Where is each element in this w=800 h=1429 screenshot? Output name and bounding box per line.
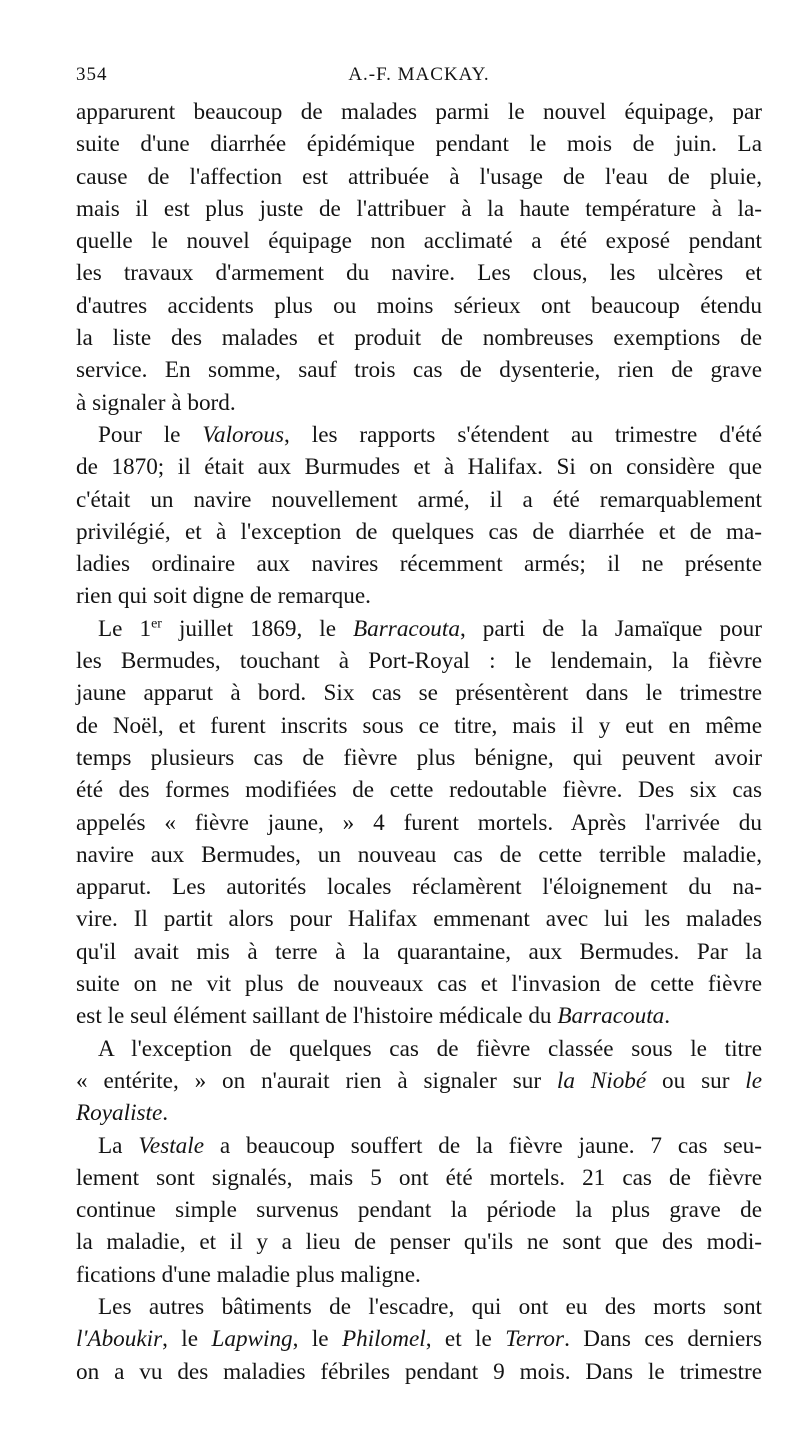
superscript: er	[151, 616, 162, 632]
text-line	[76, 1323, 762, 1355]
paragraph-5	[76, 1130, 762, 1291]
text-line: lement sont signalés, mais 5 ont été mortels. 21 cas de fièvre	[76, 1164, 762, 1191]
ship-name: Lapwing	[211, 1326, 293, 1353]
text-run: , le	[162, 1326, 212, 1353]
text-line: suite d'une diarrhée épidémique pendant le mois de juin. La	[76, 131, 762, 158]
paragraph-1	[76, 96, 762, 419]
ship-name: Royaliste	[76, 1100, 163, 1127]
page-number: 354	[76, 64, 108, 85]
text-line: mais il est plus juste de l'attribuer à la haute température à la-	[76, 195, 762, 222]
text-run: ou sur	[646, 1067, 746, 1094]
paragraph-2	[76, 419, 762, 613]
paragraph-3	[76, 613, 762, 1033]
text-line: navire aux Bermudes, un nouveau cas de cette terrible maladie,	[76, 841, 762, 868]
text-line	[76, 1130, 762, 1162]
text-line: temps plusieurs cas de fièvre plus bénigne, qui peuvent avoir	[76, 744, 762, 771]
text-line: c'était un navire nouvellement armé, il a été remarquablement	[76, 486, 762, 513]
text-line: appelés « fièvre jaune, » 4 furent mortels. Après l'arrivée du	[76, 809, 762, 836]
text-line	[76, 1000, 762, 1032]
running-title: A.-F. MACKAY.	[348, 64, 490, 85]
text-line: ladies ordinaire aux navires récemment armés; il ne présente	[76, 551, 762, 578]
text-line: fications d'une maladie plus maligne.	[76, 1261, 421, 1288]
text-line	[76, 1065, 762, 1097]
text-line: Les autres bâtiments de l'escadre, qui ont eu des morts sont	[98, 1293, 762, 1320]
paragraph-6	[76, 1291, 762, 1388]
text-line: apparut. Les autorités locales réclamèrent l'éloignement du na-	[76, 874, 762, 901]
text-line: apparurent beaucoup de malades parmi le nouvel équipage, par	[76, 99, 762, 125]
text-run: , le	[292, 1326, 342, 1353]
ship-name: Barracouta	[557, 1003, 665, 1030]
text-run: Le 1	[98, 615, 152, 642]
text-line: privilégié, et à l'exception de quelques cas de diarrhée et de ma-	[76, 518, 762, 545]
ship-name: Valorous	[202, 421, 285, 448]
text-line: on a vu des maladies fébriles pendant 9 mois. Dans le trimestre	[76, 1358, 762, 1385]
text-run: , les rapports s'étendent au trimestre d'été	[284, 421, 762, 448]
ship-name: l'Aboukir	[76, 1326, 163, 1353]
ship-name: Philomel	[341, 1326, 426, 1353]
text-line: continue simple survenus pendant la période la plus grave de	[76, 1197, 762, 1224]
text-line: jaune apparut à bord. Six cas se présentèrent dans le trimestre	[76, 680, 762, 707]
text-run: La	[98, 1132, 139, 1159]
text-line	[76, 1097, 762, 1129]
text-line: suite on ne vit plus de nouveaux cas et l'invasion de cette fièvre	[76, 971, 762, 998]
ship-name: Vestale	[138, 1132, 205, 1159]
text-line: à signaler à bord.	[76, 389, 236, 416]
text-line: A l'exception de quelques cas de fièvre classée sous le titre	[98, 1035, 762, 1062]
text-line: d'autres accidents plus ou moins sérieux ont beaucoup étendu	[76, 292, 762, 319]
text-run: « entérite, » on n'aurait rien à signaler sur	[76, 1067, 557, 1094]
text-line: rien qui soit digne de remarque.	[76, 583, 371, 610]
text-run: est le seul élément saillant de l'histoire médicale du	[76, 1003, 558, 1030]
text-line: vire. Il partit alors pour Halifax emmenant avec lui les malades	[76, 906, 762, 933]
text-run: . Dans ces derniers	[564, 1326, 763, 1353]
text-line: quelle le nouvel équipage non acclimaté a été exposé pendant	[76, 228, 762, 255]
text-line: les travaux d'armement du navire. Les clous, les ulcères et	[76, 260, 762, 287]
ship-name: la Niobé	[556, 1067, 647, 1094]
running-head	[76, 64, 762, 94]
body-text	[76, 96, 762, 1388]
ship-name: le	[745, 1067, 762, 1094]
paragraph-4	[76, 1033, 762, 1130]
text-run: a beaucoup souffert de la fièvre jaune. 7 cas seu-	[204, 1132, 762, 1159]
text-run: Pour le	[98, 421, 203, 448]
ship-name: Barracouta	[353, 615, 460, 642]
text-line: de 1870; il était aux Burmudes et à Halifax. Si on considère que	[76, 454, 762, 481]
text-line: été des formes modifiées de cette redoutable fièvre. Des six cas	[76, 777, 762, 804]
text-run: , et le	[425, 1326, 506, 1353]
text-line	[76, 419, 762, 451]
text-run: .	[162, 1100, 169, 1127]
text-run: , parti de la Jamaïque pour	[459, 615, 762, 642]
ship-name: Terror	[505, 1326, 565, 1353]
text-line: qu'il avait mis à terre à la quarantaine, aux Bermudes. Par la	[76, 938, 762, 965]
text-line: de Noël, et furent inscrits sous ce titre, mais il y eut en même	[76, 712, 762, 739]
text-line: cause de l'affection est attribuée à l'usage de l'eau de pluie,	[76, 163, 762, 190]
text-run: .	[664, 1003, 671, 1030]
text-run: juillet 1869, le	[161, 615, 354, 642]
text-line	[76, 613, 762, 645]
text-line: service. En somme, sauf trois cas de dysenterie, rien de grave	[76, 357, 762, 384]
text-line: la liste des malades et produit de nombreuses exemptions de	[76, 325, 762, 352]
text-line: les Bermudes, touchant à Port-Royal : le lendemain, la fièvre	[76, 648, 762, 675]
text-line: la maladie, et il y a lieu de penser qu'ils ne sont que des modi-	[76, 1229, 762, 1256]
